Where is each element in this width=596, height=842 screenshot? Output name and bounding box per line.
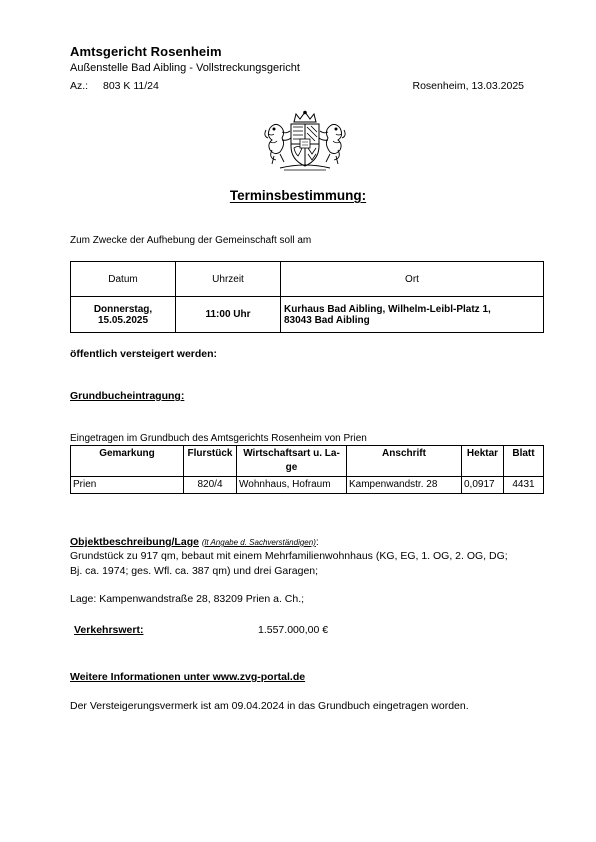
header-gemarkung: Gemarkung — [71, 446, 184, 477]
court-subtitle: Außenstelle Bad Aibling - Vollstreckungsgericht — [70, 62, 300, 74]
grundbuch-table — [70, 445, 544, 494]
cell-flurstueck: 820/4 — [184, 477, 237, 494]
case-number: 803 K 11/24 — [103, 80, 159, 92]
header-hektar: Hektar — [462, 446, 504, 477]
objekt-description — [70, 549, 540, 579]
auction-date-table — [70, 261, 544, 333]
cell-wirtschaftsart: Wohnhaus, Hofraum — [237, 477, 347, 494]
objekt-line2: Bj. ca. 1974; ges. Wfl. ca. 387 qm) und drei Garagen; — [70, 565, 319, 577]
header-ort: Ort — [281, 262, 544, 297]
court-name: Amtsgericht Rosenheim — [70, 44, 222, 59]
header-wirtschaftsart-line1: Wirtschaftsart u. La- — [243, 448, 340, 459]
document-title: Terminsbestimmung: — [229, 188, 367, 203]
cell-blatt: 4431 — [504, 477, 544, 494]
bavarian-coat-of-arms-icon — [260, 110, 350, 172]
verkehrswert-value: 1.557.000,00 € — [258, 624, 329, 636]
objekt-heading-label: Objektbeschreibung/Lage — [70, 536, 199, 548]
grundbuch-heading: Grundbucheintragung: — [70, 390, 185, 402]
case-number-label: Az.: — [70, 80, 89, 92]
versteigert-text: öffentlich versteigert werden: — [70, 348, 218, 360]
header-flurstueck: Flurstück — [184, 446, 237, 477]
objekt-line1: Grundstück zu 917 qm, bebaut mit einem Mehrfamilienwohnhaus (KG, EG, 1. OG, 2. OG, DG; — [70, 550, 508, 562]
cell-hektar: 0,0917 — [462, 477, 504, 494]
intro-text: Zum Zwecke der Aufhebung der Gemeinschaft soll am — [70, 235, 312, 246]
cell-anschrift: Kampenwandstr. 28 — [347, 477, 462, 494]
auction-date-value: 15.05.2025 — [97, 314, 149, 326]
objekt-lage: Lage: Kampenwandstraße 28, 83209 Prien a. Ch.; — [70, 593, 305, 605]
reference-row — [70, 80, 524, 94]
header-wirtschaftsart — [237, 446, 347, 477]
header-anschrift: Anschrift — [347, 446, 462, 477]
objekt-heading-note: (lt Angabe d. Sachverständigen) — [201, 538, 316, 547]
table-row — [71, 477, 544, 494]
auction-place — [281, 297, 544, 333]
objekt-heading-colon: : — [315, 536, 319, 548]
grundbuch-intro: Eingetragen im Grundbuch des Amtsgerichts Rosenheim von Prien — [70, 433, 367, 444]
cell-gemarkung: Prien — [71, 477, 184, 494]
place-date: Rosenheim, 13.03.2025 — [412, 80, 524, 92]
header-blatt: Blatt — [504, 446, 544, 477]
auction-date — [71, 297, 176, 333]
header-wirtschaftsart-line2: ge — [285, 462, 298, 473]
vermerk-text: Der Versteigerungsvermerk ist am 09.04.2024 in das Grundbuch eingetragen worden. — [70, 700, 469, 712]
auction-place-line2: 83043 Bad Aibling — [284, 314, 370, 326]
auction-place-line1: Kurhaus Bad Aibling, Wilhelm-Leibl-Platz 1, — [284, 303, 491, 315]
more-info-link[interactable]: Weitere Informationen unter www.zvg-portal.de — [70, 671, 306, 683]
header-datum: Datum — [71, 262, 176, 297]
objekt-heading — [70, 536, 319, 548]
header-uhrzeit: Uhrzeit — [176, 262, 281, 297]
verkehrswert-label: Verkehrswert: — [74, 624, 144, 636]
auction-time: 11:00 Uhr — [176, 297, 281, 333]
auction-weekday: Donnerstag, — [93, 303, 153, 315]
